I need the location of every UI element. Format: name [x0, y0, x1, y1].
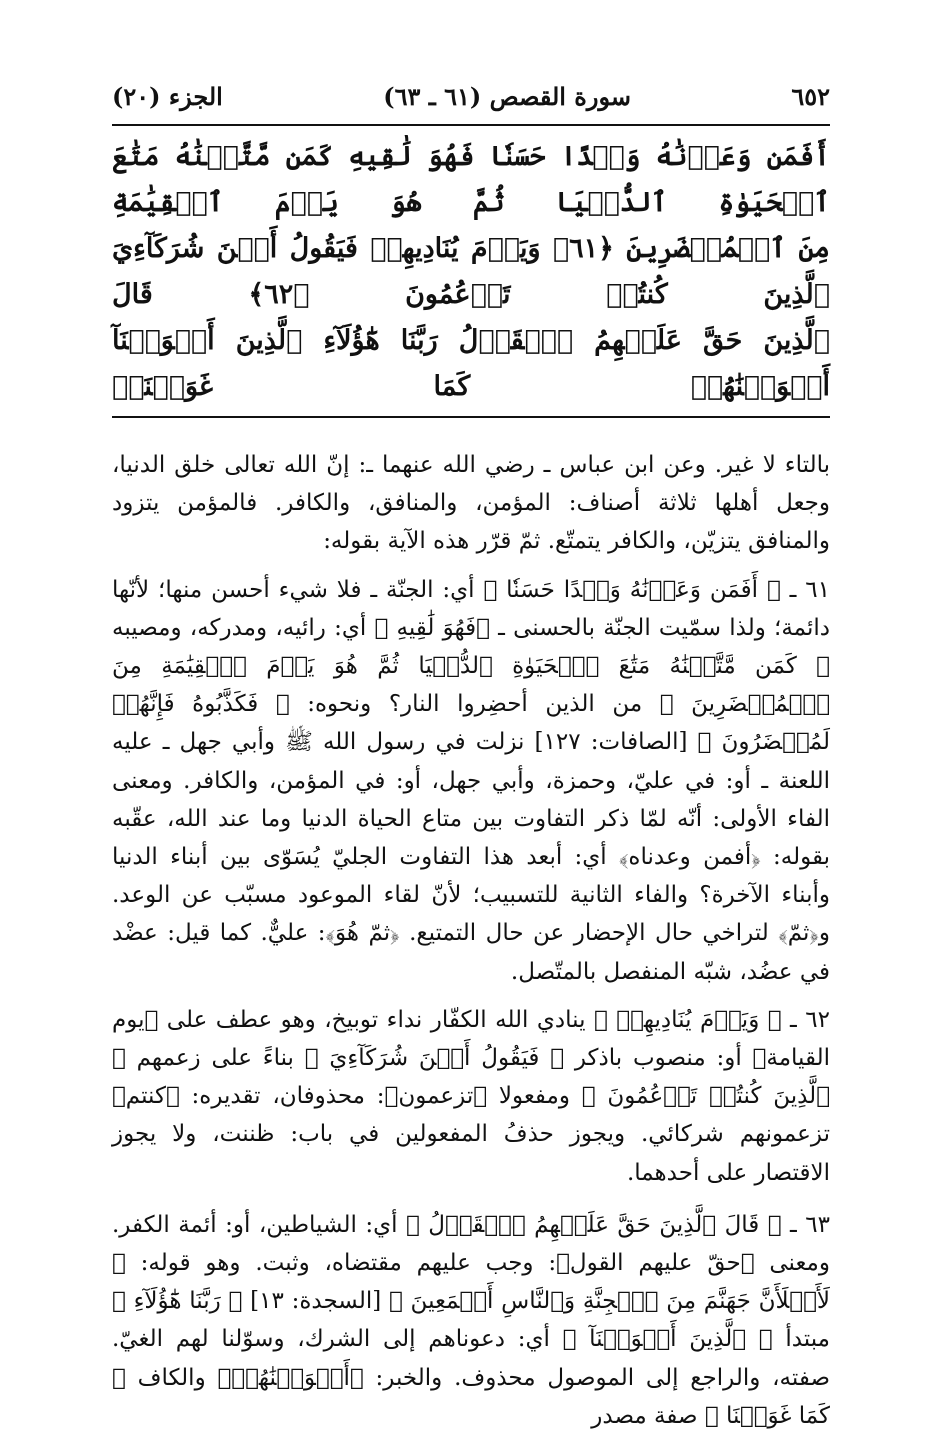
commentary-paragraph-verse-61: ٦١ ـ ﴿ أَفَمَن وَعَدۡنَٰهُ وَعۡدًا حَسَنٗا ﴾ أي: الجنّة ـ فلا شيء أحسن منها؛ لأنّها دائمة؛ ولذا سمّيت الجنّة بالحسنى ـ ﴿فَهُوَ لَٰقِيهِ ﴾ أي: رائيه، ومدركه، ومصيبه ﴿ كَمَن مَّتَّعۡنَٰهُ مَتَٰعَ ٱلۡحَيَوٰةِ ٱلدُّنۡيَا ثُمَّ هُوَ يَوۡمَ ٱلۡقِيَٰمَةِ مِنَ ٱلۡمُحۡضَرِينَ ﴾ من الذين أحضِروا النار؟ ونحوه: ﴿ فَكَذَّبُوهُ فَإِنَّهُمۡ لَمُحۡضَرُونَ ﴾ [الصافات: ١٢٧] نزلت في رسول الله ﷺ وأبي جهل ـ عليه اللعنة ـ أو: في عليّ، وحمزة، وأبي جهل، أو: في المؤمن، والكافر. ومعنى الفاء الأولى: أنّه لمّا ذكر التفاوت بين متاع الحياة الدنيا وما عند الله، عقّبه بقوله: ﴿أفمن وعدناه﴾ أي: أبعد هذا التفاوت الجليّ يُسَوّى بين أبناء الدنيا وأبناء الآخرة؟ والفاء الثانية للتسبيب؛ لأنّ لقاء الموعود مسبّب عن الوعد. و﴿ثمّ﴾ لتراخي حال الإحضار عن حال التمتيع. ﴿ثمّ هُوَ﴾: عليٌّ. كما قيل: عضْد في عضُد، شبّه المنفصل بالمتّصل. — [112, 576, 831, 985]
verses-divider — [112, 416, 830, 418]
commentary-paragraph-verse-62: ٦٢ ـ ﴿ وَيَوۡمَ يُنَادِيهِمۡ ﴾ ينادي الله الكفّار نداء توبيخ، وهو عطف على ﴿يوم القيامة﴾ أو: منصوب باذكر ﴿ فَيَقُولُ أَيۡنَ شُرَكَآءِيَ ﴾ بناءً على زعمهم ﴿ ٱلَّذِينَ كُنتُمۡ تَزۡعُمُونَ ﴾ ومفعولا ﴿تزعمون﴾: محذوفان، تقديره: ﴿كنتم﴾ تزعمونهم شركائي. ويجوز حذفُ المفعولين في باب: ظننت، ولا يجوز الاقتصار على أحدهما. — [112, 1006, 830, 1186]
juz-label: الجزء (٢٠) — [112, 82, 223, 111]
quran-verses — [112, 126, 830, 416]
surah-title: سورة القصص (٦١ ـ ٦٣) — [383, 82, 631, 111]
page-number: ٦٥٢ — [791, 82, 830, 111]
commentary-paragraph: بالتاء لا غير. وعن ابن عباس ـ رضي الله عنهما ـ: إنّ الله تعالى خلق الدنيا، وجعل أهلها ثلاثة أصناف: المؤمن، والمنافق، والكافر. فالمؤمن يتزود والمنافق يتزيّن، والكافر يتمتّع. ثمّ قرّر هذه الآية بقوله: — [112, 452, 830, 555]
verse-line: ٱلَّذِينَ حَقَّ عَلَيۡهِمُ ٱلۡقَوۡلُ رَبَّنَا هَٰٓؤُلَآءِ ٱلَّذِينَ أَغۡوَيۡنَآ أَغۡوَيۡنَٰهُمۡ كَمَا غَوَيۡنَاۖ — [112, 325, 830, 402]
commentary-paragraph-verse-63: ٦٣ ـ ﴿ قَالَ ٱلَّذِينَ حَقَّ عَلَيۡهِمُ ٱلۡقَوۡلُ ﴾ أي: الشياطين، أو: أئمة الكفر. ومعنى ﴿حقّ عليهم القول﴾: وجب عليهم مقتضاه، وثبت. وهو قوله: ﴿ لَأَمۡلَأَنَّ جَهَنَّمَ مِنَ ٱلۡجِنَّةِ وَٱلنَّاسِ أَجۡمَعِينَ ﴾ [السجدة: ١٣] ﴿ رَبَّنَا هَٰٓؤُلَآءِ ﴾ مبتدأ ﴿ ٱلَّذِينَ أَغۡوَيۡنَآ ﴾ أي: دعوناهم إلى الشرك، وسوّلنا لهم الغيّ. صفته، والراجع إلى الموصول محذوف. والخبر: ﴿أَغۡوَيۡنَٰهُمۡ﴾ والكاف ﴿ كَمَا غَوَيۡنَا ﴾ صفة مصدر — [112, 1211, 830, 1429]
verse-line: أَفَمَن وَعَدۡنَٰهُ وَعۡدًا حَسَنٗا فَهُوَ لَٰقِيهِ كَمَن مَّتَّعۡنَٰهُ مَتَٰعَ ٱلۡحَيَوٰةِ ٱلدُّنۡيَا ثُمَّ هُوَ يَوۡمَ ٱلۡقِيَٰمَةِ — [112, 141, 830, 218]
verse-line: مِنَ ٱلۡمُحۡضَرِينَ ﴿٦١﴾ وَيَوۡمَ يُنَادِيهِمۡ فَيَقُولُ أَيۡنَ شُرَكَآءِيَ ٱلَّذِينَ كُنتُمۡ تَزۡعُمُونَ ﴿٦٢﴾ قَالَ — [112, 233, 830, 310]
tafsir-commentary — [112, 446, 830, 1435]
running-header — [112, 82, 830, 122]
